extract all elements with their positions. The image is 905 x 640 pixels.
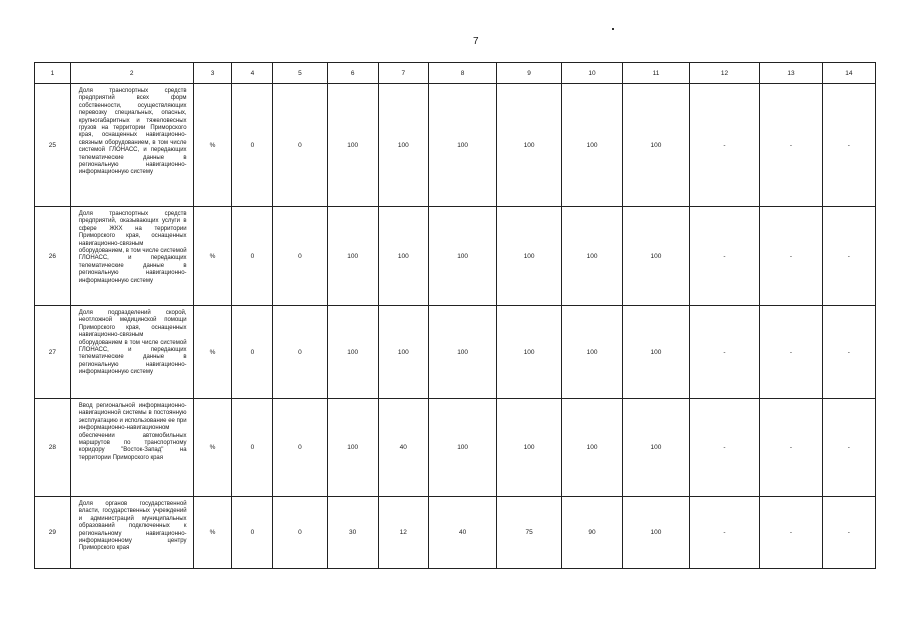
value-cell: 40 xyxy=(428,497,497,569)
value-cell: - xyxy=(760,84,822,207)
value-cell: 100 xyxy=(378,84,428,207)
indicator-description: Доля транспортных средств предприятий всех форм собственности, осуществляющих перевозку специальных, опасных, крупногабаритных и тяжеловесных грузов на территории Приморского края, оснащенных навигационно-связным оборудованием, в том числе системой ГЛОНАСС, и передающих телематические данные в региональную навигационно-информационную систему xyxy=(70,84,193,207)
header-cell: 8 xyxy=(428,63,497,84)
value-cell: 100 xyxy=(428,399,497,497)
value-cell: 100 xyxy=(378,207,428,306)
value-cell: 30 xyxy=(327,497,378,569)
value-cell: 100 xyxy=(623,207,690,306)
value-cell: 100 xyxy=(428,306,497,399)
value-cell: 100 xyxy=(561,84,622,207)
value-cell: 100 xyxy=(561,207,622,306)
row-number: 28 xyxy=(35,399,71,497)
value-cell: 100 xyxy=(497,84,561,207)
header-cell: 11 xyxy=(623,63,690,84)
value-cell: 0 xyxy=(273,399,327,497)
value-cell: 100 xyxy=(327,399,378,497)
header-cell: 4 xyxy=(232,63,273,84)
value-cell: - xyxy=(689,84,760,207)
value-cell: 100 xyxy=(378,306,428,399)
header-cell: 3 xyxy=(193,63,232,84)
value-cell: 0 xyxy=(232,207,273,306)
header-cell: 9 xyxy=(497,63,561,84)
row-number: 25 xyxy=(35,84,71,207)
table-row xyxy=(35,306,876,399)
value-cell: 0 xyxy=(273,207,327,306)
value-cell: - xyxy=(689,207,760,306)
indicator-description: Доля транспортных средств предприятий, оказывающих услуги в сфере ЖКХ на территории Приморского края, оснащенных навигационно-связным оборудованием, в том числе системой ГЛОНАСС, и передающих телематические данные в региональную навигационно-информационную систему xyxy=(70,207,193,306)
value-cell: 100 xyxy=(561,399,622,497)
value-cell: 0 xyxy=(232,399,273,497)
value-cell: 100 xyxy=(327,84,378,207)
value-cell: - xyxy=(760,399,822,497)
value-cell: 100 xyxy=(327,207,378,306)
value-cell: 0 xyxy=(232,306,273,399)
value-cell: 100 xyxy=(428,207,497,306)
header-cell: 10 xyxy=(561,63,622,84)
indicator-description: Доля органов государственной власти, государственных учреждений и администраций муниципальных образований подключенных к региональному навигационно-информационному центру Приморского края xyxy=(70,497,193,569)
header-row xyxy=(35,63,876,84)
header-cell: 14 xyxy=(822,63,875,84)
value-cell: - xyxy=(822,497,875,569)
value-cell: 0 xyxy=(232,84,273,207)
value-cell: 0 xyxy=(273,306,327,399)
unit-cell: % xyxy=(193,84,232,207)
value-cell: - xyxy=(822,399,875,497)
value-cell: 100 xyxy=(623,497,690,569)
value-cell: 100 xyxy=(327,306,378,399)
value-cell: - xyxy=(689,306,760,399)
table-row xyxy=(35,399,876,497)
value-cell: - xyxy=(760,207,822,306)
indicator-description: Ввод региональной информационно-навигационной системы в постоянную эксплуатацию и использование ее при информационно-навигационном обеспечении автомобильных маршрутов по транспортному коридору "Восток-Запад" на территории Приморского края xyxy=(70,399,193,497)
unit-cell: % xyxy=(193,497,232,569)
table-row xyxy=(35,207,876,306)
value-cell: 0 xyxy=(232,497,273,569)
value-cell: 100 xyxy=(623,399,690,497)
header-cell: 6 xyxy=(327,63,378,84)
row-number: 26 xyxy=(35,207,71,306)
value-cell: - xyxy=(689,497,760,569)
value-cell: - xyxy=(822,306,875,399)
value-cell: - xyxy=(822,207,875,306)
scan-speck xyxy=(612,28,614,30)
unit-cell: % xyxy=(193,207,232,306)
header-cell: 5 xyxy=(273,63,327,84)
value-cell: 100 xyxy=(497,306,561,399)
header-cell: 1 xyxy=(35,63,71,84)
table-row xyxy=(35,84,876,207)
value-cell: 100 xyxy=(623,84,690,207)
unit-cell: % xyxy=(193,306,232,399)
row-number: 29 xyxy=(35,497,71,569)
value-cell: 100 xyxy=(497,399,561,497)
value-cell: - xyxy=(760,306,822,399)
header-cell: 2 xyxy=(70,63,193,84)
indicator-table xyxy=(34,62,876,569)
row-number: 27 xyxy=(35,306,71,399)
header-cell: 13 xyxy=(760,63,822,84)
value-cell: 12 xyxy=(378,497,428,569)
header-cell: 7 xyxy=(378,63,428,84)
value-cell: 75 xyxy=(497,497,561,569)
value-cell: - xyxy=(760,497,822,569)
value-cell: 100 xyxy=(428,84,497,207)
unit-cell: % xyxy=(193,399,232,497)
value-cell: 0 xyxy=(273,497,327,569)
value-cell: 100 xyxy=(623,306,690,399)
value-cell: 100 xyxy=(561,306,622,399)
page-number: 7 xyxy=(473,36,479,47)
value-cell: - xyxy=(822,84,875,207)
value-cell: 0 xyxy=(273,84,327,207)
table-row xyxy=(35,497,876,569)
value-cell: 90 xyxy=(561,497,622,569)
value-cell: - xyxy=(689,399,760,497)
value-cell: 100 xyxy=(497,207,561,306)
header-cell: 12 xyxy=(689,63,760,84)
value-cell: 40 xyxy=(378,399,428,497)
indicator-description: Доля подразделений скорой, неотложной медицинской помощи Приморского края, оснащенных навигационно-связным оборудованием в том числе системой ГЛОНАСС, и передающих телематические данные в региональную навигационно-информационную систему xyxy=(70,306,193,399)
